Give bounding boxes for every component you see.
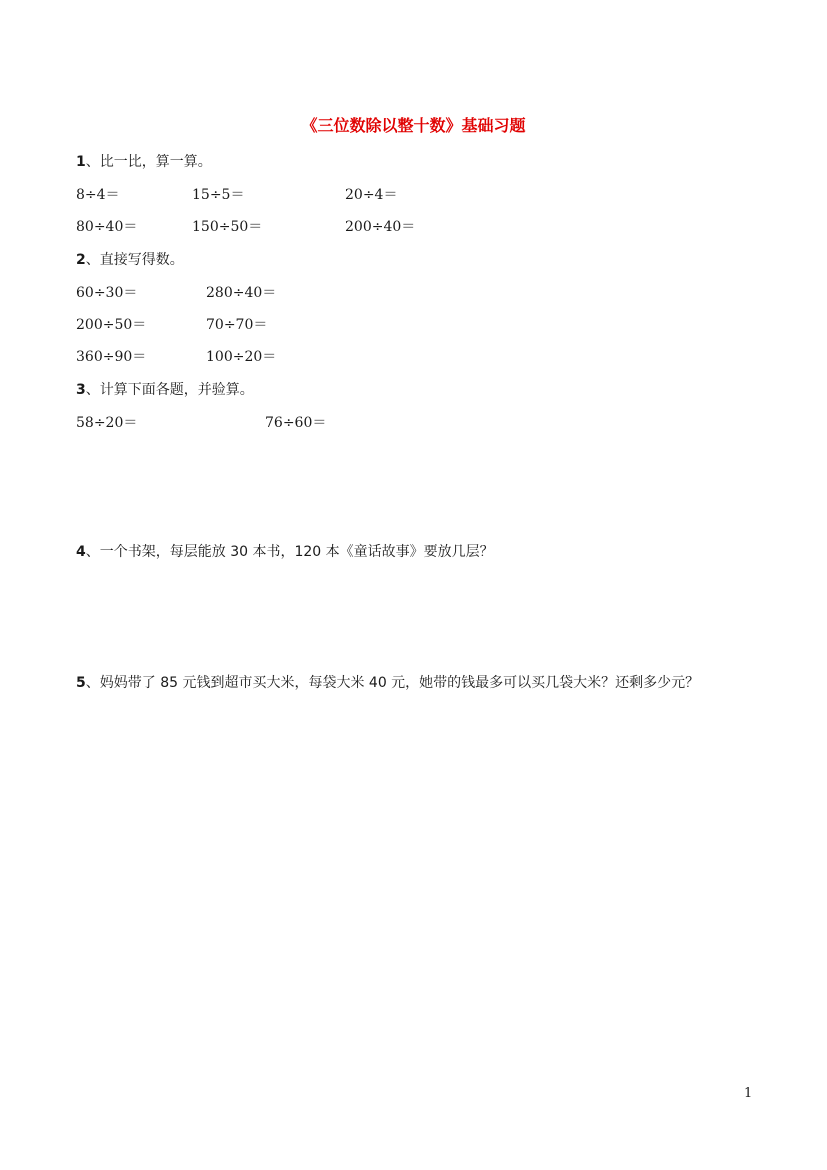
- equation: 100÷20＝: [206, 349, 277, 365]
- equation: 15÷5＝: [192, 187, 245, 203]
- question-number: 5: [76, 675, 86, 691]
- question-text: 、计算下面各题，并验算。: [85, 382, 254, 398]
- page-number: 1: [744, 1086, 753, 1101]
- q2-row-1: [76, 282, 776, 300]
- question-1: [76, 151, 212, 171]
- question-2: [76, 249, 184, 269]
- q2-row-2: [76, 314, 776, 332]
- equation: 200÷40＝: [345, 219, 416, 235]
- question-3: [76, 379, 254, 399]
- question-text: 、直接写得数。: [85, 252, 184, 268]
- equation: 76÷60＝: [265, 415, 327, 431]
- q1-row-1: [76, 184, 776, 202]
- question-number: 1: [76, 154, 86, 170]
- equation: 58÷20＝: [76, 415, 138, 431]
- question-text: 、一个书架，每层能放 30 本书，120 本《童话故事》要放几层？: [85, 544, 494, 560]
- q1-row-2: [76, 216, 776, 234]
- equation: 20÷4＝: [345, 187, 398, 203]
- equation: 70÷70＝: [206, 317, 268, 333]
- question-number: 2: [76, 252, 86, 268]
- equation: 60÷30＝: [76, 285, 138, 301]
- q2-row-3: [76, 346, 776, 364]
- document-title: 《三位数除以整十数》基础习题: [301, 116, 526, 135]
- question-5: [76, 672, 699, 692]
- q3-row: [76, 412, 776, 430]
- equation: 150÷50＝: [192, 219, 263, 235]
- equation: 360÷90＝: [76, 349, 147, 365]
- question-4: [76, 541, 494, 561]
- equation: 8÷4＝: [76, 187, 120, 203]
- question-text: 、妈妈带了 85 元钱到超市买大米，每袋大米 40 元，她带的钱最多可以买几袋大米？还剩多少元？: [85, 675, 700, 691]
- question-number: 3: [76, 382, 86, 398]
- question-number: 4: [76, 544, 86, 560]
- equation: 280÷40＝: [206, 285, 277, 301]
- question-text: 、比一比，算一算。: [85, 154, 212, 170]
- equation: 200÷50＝: [76, 317, 147, 333]
- equation: 80÷40＝: [76, 219, 138, 235]
